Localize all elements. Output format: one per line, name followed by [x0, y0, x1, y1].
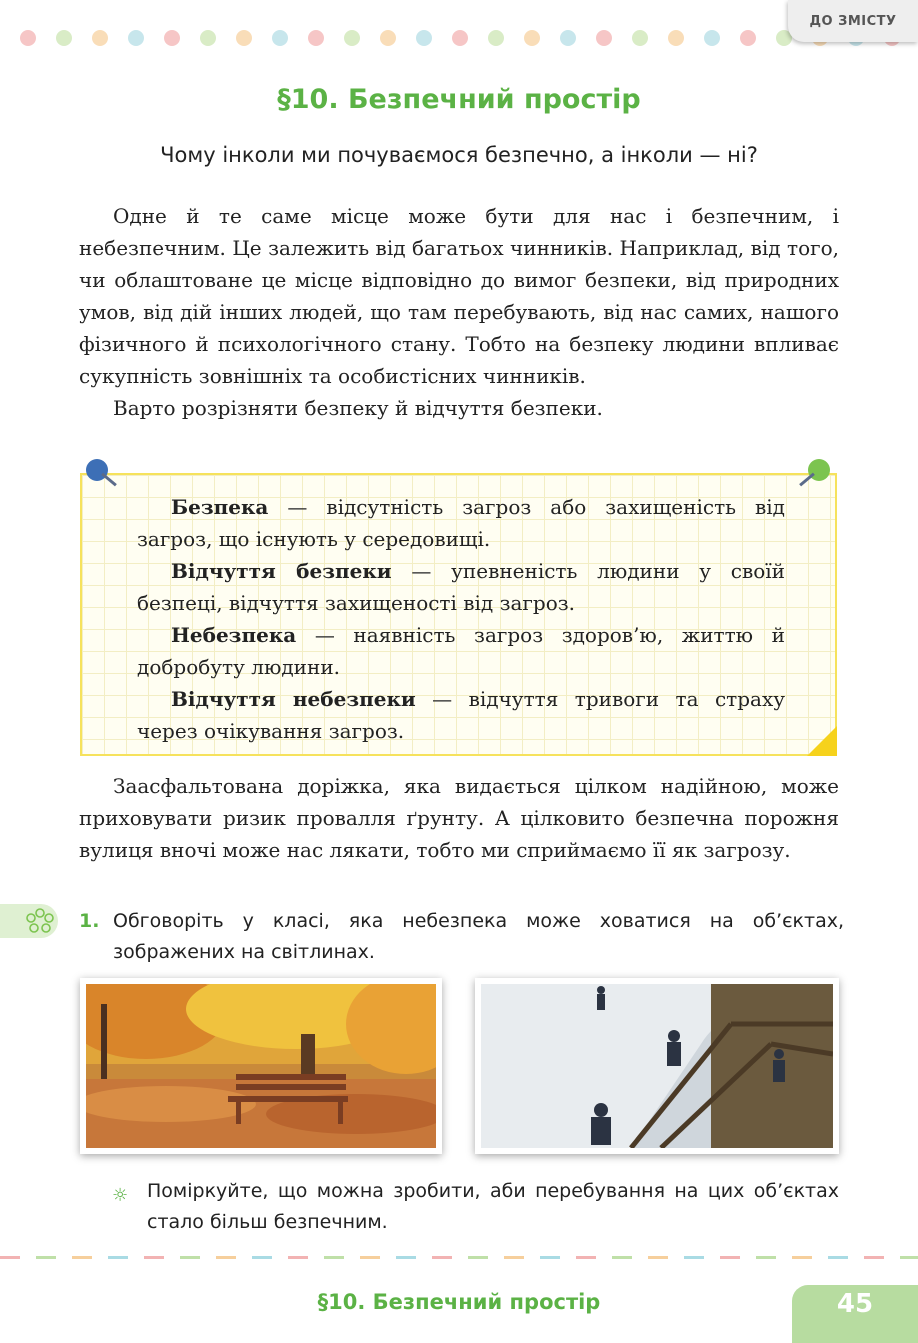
decorative-dash [36, 1256, 56, 1259]
decorative-dash [324, 1256, 344, 1259]
group-work-tab [0, 904, 58, 938]
park-bench-photo [80, 978, 442, 1154]
sun-bulb-icon: ☼ [112, 1185, 129, 1206]
decorative-dot [344, 30, 360, 46]
decorative-dot [164, 30, 180, 46]
toc-link[interactable]: ДО ЗМІСТУ [788, 0, 918, 42]
ice-rink-photo [475, 978, 839, 1154]
decorative-dash [504, 1256, 524, 1259]
decorative-dash [756, 1256, 776, 1259]
decorative-dash [360, 1256, 380, 1259]
decorative-dot [596, 30, 612, 46]
decorative-dot [524, 30, 540, 46]
decorative-dash [684, 1256, 704, 1259]
definition-text: — упевненість людини у своїй безпеці, відчуття захищеності від загроз. [137, 559, 786, 615]
decorative-dash [612, 1256, 632, 1259]
decorative-dot [236, 30, 252, 46]
decorative-dash [792, 1256, 812, 1259]
decorative-dash [252, 1256, 272, 1259]
task-number: 1. [79, 910, 100, 932]
decorative-dot [560, 30, 576, 46]
task-text: Обговоріть у класі, яка небезпека може ховатися на об’єктах, зображених на світлинах. [113, 910, 844, 963]
decorative-dash [180, 1256, 200, 1259]
definition-term: Відчуття небезпеки [171, 687, 416, 711]
decorative-dot [56, 30, 72, 46]
definition-item [137, 683, 785, 747]
decorative-dash [468, 1256, 488, 1259]
group-icon [20, 904, 60, 938]
decorative-dash [828, 1256, 848, 1259]
think-text: Поміркуйте, що можна зробити, аби перебування на цих об’єктах стало більш безпечним. [147, 1180, 839, 1233]
definition-term: Небезпека [171, 623, 297, 647]
decorative-dash [0, 1256, 20, 1259]
definition-item [137, 491, 785, 555]
page-number: 45 [792, 1285, 918, 1343]
decorative-dot [200, 30, 216, 46]
decorative-dash [72, 1256, 92, 1259]
intro-paragraph: Одне й те саме місце може бути для нас і безпечним, і небезпечним. Це залежить від багатьох чинників. Наприклад, від того, чи облаштоване це місце відповідно до вимог безпеки, від природних умов, від дій інших людей, що там перебувають, від нас самих, нашого фізичного й психологічного стану. Тобто на безпеку людини впливає сукупність зовнішніх та особистісних чинників. [79, 204, 839, 388]
folded-corner [807, 726, 837, 756]
decorative-dot [488, 30, 504, 46]
footer-title: §10. Безпечний простір [317, 1290, 601, 1314]
decorative-dot [704, 30, 720, 46]
definition-item [137, 555, 785, 619]
decorative-dot [380, 30, 396, 46]
definitions-note [80, 473, 837, 756]
decorative-dots [20, 30, 900, 46]
decorative-dot [416, 30, 432, 46]
decorative-dot [668, 30, 684, 46]
decorative-dash [288, 1256, 308, 1259]
definition-text: — відсутність загроз або захищеність від загроз, що існують у середовищі. [137, 495, 785, 551]
decorative-dash [648, 1256, 668, 1259]
decorative-dot [740, 30, 756, 46]
decorative-dot [452, 30, 468, 46]
think-task [112, 1176, 839, 1238]
decorative-dash [432, 1256, 452, 1259]
decorative-dot [20, 30, 36, 46]
decorative-dash [864, 1256, 884, 1259]
task-1 [79, 906, 844, 968]
after-note-text [79, 770, 839, 866]
intro-text [79, 200, 839, 424]
decorative-dot [308, 30, 324, 46]
decorative-dot [632, 30, 648, 46]
decorative-dash [108, 1256, 128, 1259]
decorative-dash [216, 1256, 236, 1259]
decorative-dash [900, 1256, 918, 1259]
decorative-dot [272, 30, 288, 46]
decorative-dash [720, 1256, 740, 1259]
definition-text: — наявність загроз здоров’ю, життю й добробуту людини. [137, 623, 785, 679]
decorative-dash [576, 1256, 596, 1259]
decorative-dot [92, 30, 108, 46]
section-title: §10. Безпечний простір [277, 84, 641, 115]
definitions-list [137, 491, 785, 747]
definition-text: — відчуття тривоги та страху через очікування загроз. [137, 687, 785, 743]
footer-divider [0, 1256, 918, 1260]
after-note-paragraph: Заасфальтована доріжка, яка видається цілком надійною, може приховувати ризик провалля ґрунту. А цілковито безпечна порожня вулиця вночі може нас лякати, тобто ми сприймаємо її як загрозу. [79, 774, 839, 862]
decorative-dash [144, 1256, 164, 1259]
decorative-dash [396, 1256, 416, 1259]
decorative-dot [128, 30, 144, 46]
definition-term: Безпека [171, 495, 269, 519]
section-question: Чому інколи ми почуваємося безпечно, а інколи — ні? [160, 143, 758, 167]
definition-term: Відчуття безпеки [171, 559, 392, 583]
definition-item [137, 619, 785, 683]
intro-paragraph: Варто розрізняти безпеку й відчуття безпеки. [113, 396, 603, 420]
decorative-dash [540, 1256, 560, 1259]
